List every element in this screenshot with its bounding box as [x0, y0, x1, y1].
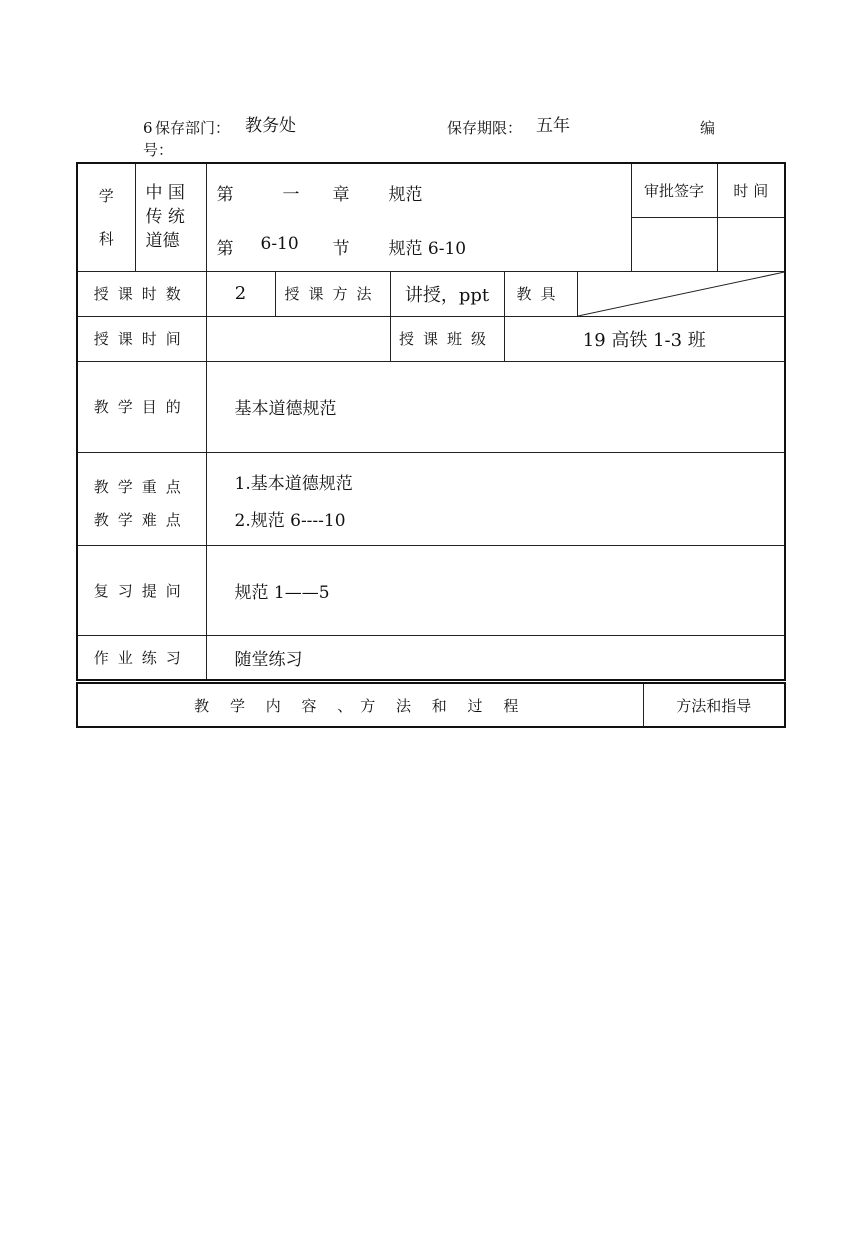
key-label: 教学重点 — [93, 477, 190, 496]
subject-value-cell — [135, 163, 206, 271]
chapter-line — [207, 164, 631, 218]
method-label: 授课方法 — [275, 271, 390, 316]
code-label-cont: 号： — [143, 141, 174, 159]
dept-label: 保存部门： — [155, 119, 231, 137]
chapter-title: 规范 — [388, 185, 423, 205]
approval-label: 审批签字 — [631, 163, 717, 217]
approval-signature-cell — [631, 217, 717, 271]
key-difficulty-value-cell — [206, 452, 785, 545]
goal-value: 基本道德规范 — [206, 361, 785, 452]
guide-label: 方法和指导 — [643, 683, 785, 727]
code-label: 编 — [700, 119, 716, 137]
section-number: 6-10 — [260, 234, 299, 254]
section-line — [207, 218, 631, 268]
doc-number: 6 — [143, 119, 153, 137]
chapter-cell — [206, 163, 631, 271]
homework-label: 作业练习 — [77, 635, 206, 680]
content-label: 教 学 内 容 、方 法 和 过 程 — [77, 683, 643, 727]
class-label: 授课班级 — [390, 316, 504, 361]
hours-label: 授课时数 — [77, 271, 206, 316]
date-label: 授课时间 — [77, 316, 206, 361]
homework-value: 随堂练习 — [206, 635, 785, 680]
review-label: 复习提问 — [77, 545, 206, 635]
period-label: 保存期限： — [447, 119, 523, 137]
time-label: 时 间 — [717, 163, 785, 217]
tools-value-cell — [577, 271, 785, 316]
section-suffix: 节 — [332, 239, 350, 259]
empty-diagonal-icon — [578, 272, 785, 316]
lesson-plan-table — [76, 162, 786, 681]
tools-label: 教具 — [504, 271, 577, 316]
dept-value: 教务处 — [245, 116, 296, 136]
section-title: 规范 6-10 — [388, 239, 467, 259]
approval-time-cell — [717, 217, 785, 271]
period-value: 五年 — [536, 116, 570, 136]
content-table — [76, 682, 786, 728]
subject-value-line: 中 国 — [145, 183, 185, 204]
subject-label: 学 — [98, 187, 114, 206]
difficulty-value: 2.规范 6----10 — [234, 510, 346, 531]
subject-label-cell — [77, 163, 135, 271]
key-value: 1.基本道德规范 — [234, 473, 353, 494]
section-prefix: 第 — [216, 239, 234, 259]
review-value: 规范 1——5 — [206, 545, 785, 635]
subject-value-line: 传 统 — [145, 207, 185, 228]
chapter-number: 一 — [282, 185, 300, 205]
subject-label-cont: 科 — [98, 230, 114, 249]
subject-value-line: 道德 — [145, 231, 180, 252]
class-value: 19 高铁 1-3 班 — [504, 316, 785, 361]
chapter-prefix: 第 — [216, 185, 234, 205]
hours-value: 2 — [206, 271, 275, 316]
method-value: 讲授，ppt — [390, 271, 504, 316]
date-value — [206, 316, 390, 361]
goal-label: 教学目的 — [77, 361, 206, 452]
difficulty-label: 教学难点 — [93, 510, 190, 529]
chapter-suffix: 章 — [332, 185, 350, 205]
key-difficulty-label-cell — [77, 452, 206, 545]
